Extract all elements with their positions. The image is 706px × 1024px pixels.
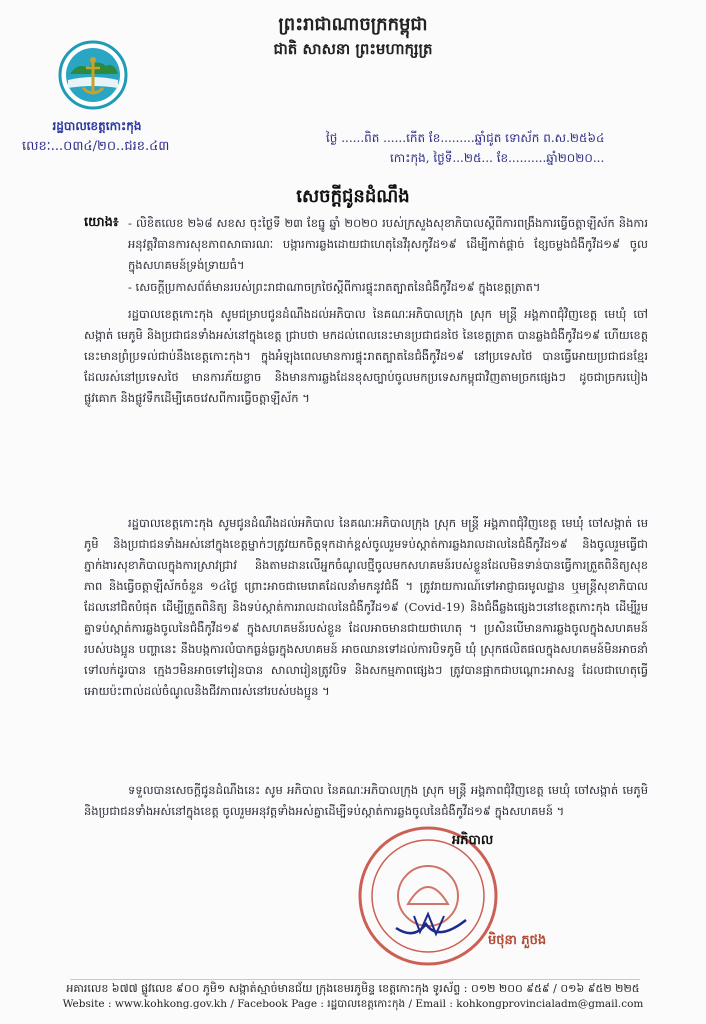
signer-name: មិថុនា ភួថង bbox=[488, 933, 547, 948]
issuing-authority: រដ្ឋបាលខេត្តកោះកុង bbox=[52, 119, 142, 133]
footer-contacts: Website : www.kohkong.gov.kh / Facebook Page : រដ្ឋបាលខេត្តកោះកុង / Email : kohkongprovincialadm@gmail.com bbox=[62, 998, 644, 1010]
kingdom-heading: ព្រះរាជាណាចក្រកម្ពុជា bbox=[278, 14, 428, 35]
reference-label: យោង៖ bbox=[84, 215, 119, 230]
reference-item: - លិខិតលេខ ២៦៨ សខស ចុះថ្ងៃទី ២៣ ខែធ្នូ ឆ្នាំ ២០២០ របស់ក្រសួងសុខាភិបាលស្តីពីការពង្រឹងការធ្វើចត្តាឡីស័ក និងការអនុវត្តវិធានការសុខភាពសាធារណៈ បង្ការការឆ្លងដោយជាហេតុនៃវីរុសកូវីដ១៩ ដើម្បីកាត់ផ្តាច់ ខ្សែចម្លងជំងឺកូវីដ១៩ ចូលក្នុងសហគមន៍ទ្រង់ទ្រាយធំ។ bbox=[128, 216, 648, 272]
signer-title: អភិបាល bbox=[452, 833, 494, 848]
reference-number: លេខៈ...០៣៤/២០..ជរខ.៤៣ bbox=[22, 139, 170, 154]
body-paragraph: រដ្ឋបាលខេត្តកោះកុង សូមជូនដំណឹងដល់អភិបាល នៃគណៈអភិបាលក្រុង ស្រុក មន្ត្រី អង្គភាពជុំវិញខេត្ត មេឃុំ ចៅសង្កាត់ មេភូមិ និងប្រជាជនទាំងអស់នៅក្នុងខេត្តម្នាក់ៗត្រូវយកចិត្តទុកដាក់ខ្ពស់ចូលរួមទប់ស្កាត់ការឆ្លងរាលដាលនៃជំងឺកូវីដ១៩ និងចូលរួមធ្វើជាភ្នាក់ងារសុខាភិបាលក្នុងការស្រាវជ្រាវ និងតាមដានលើអ្នកចំណូលថ្មីចូលមកសហគមន៍របស់ខ្លួនដែលមិនទាន់បានធ្វើការត្រួតពិនិត្យសុខភាព និងធ្វើចត្តាឡីស័កចំនួន ១៤ថ្ងៃ ព្រោះអាចជាមេរោគដែលនាំមកនូវជំងឺ ។ ត្រូវរាយការណ៍ទៅអាជ្ញាធរមូលដ្ឋាន ឬមន្ត្រីសុខាភិបាលដែលនៅជិតបំផុត ដើម្បីត្រួតពិនិត្យ និងទប់ស្កាត់ការរាលដាលនៃជំងឺកូវីដ១៩ (Covid-19) និងជំងឺឆ្លងផ្សេងៗនៅខេត្តកោះកុង ដើម្បីរួមគ្នាទប់ស្កាត់ការឆ្លងចូលនៃជំងឺកូវីដ១៩ ក្នុងសហគមន៍របស់ខ្លួន ដែលអាចមានជាយថាហេតុ ។ ប្រសិនបើមានការឆ្លងចូលក្នុងសហគមន៍របស់បងប្អូន បញ្ហានេះ នឹងបង្កការលំបាកធ្ងន់ធ្ងរក្នុងសហគមន៍ អាចឈានទៅដល់ការបិទភូមិ ឃុំ ស្រុកផលិតផលក្នុងសហគមន៍មិនអាចនាំទៅលក់ដូរបាន ក្មេងៗមិនអាចទៅរៀនបាន សាលារៀនត្រូវបិទ និងសកម្មភាពផ្សេងៗ ត្រូវបានផ្អាកជាបណ្តោះអាសន្ន ដែលជាហេតុធ្វើអោយប៉ះពាល់ដល់ចំណូលនិងជីវភាពរស់នៅរបស់បងប្អូន ។ bbox=[84, 516, 648, 698]
body-paragraph: រដ្ឋបាលខេត្តកោះកុង សូមជម្រាបជូនដំណឹងដល់អភិបាល នៃគណៈអភិបាលក្រុង ស្រុក មន្ត្រី អង្គភាពជុំវិញខេត្ត មេឃុំ ចៅសង្កាត់ មេភូមិ និងប្រជាជនទាំងអស់នៅក្នុងខេត្ត ជ្រាបថា មកដល់ពេលនេះមានប្រជាជនថៃ នៃខេត្តត្រាត បានឆ្លងជំងឺកូវីដ១៩ ហើយខេត្តនេះមានព្រំប្រទល់ជាប់នឹងខេត្តកោះកុង។ ក្នុងអំឡុងពេលមានការផ្ទុះរាតត្បាតនៃជំងឺកូវីដ១៩ នៅប្រទេសថៃ បានធ្វើអោយប្រជាជនខ្មែរដែលរស់នៅប្រទេសថៃ មានការភ័យខ្លាច និងមានការឆ្លងដែនខុសច្បាប់ចូលមកប្រទេសកម្ពុជាវិញតាមច្រកផ្សេងៗ ដូចជាច្រករបៀងផ្លូវគោក និងផ្លូវទឹកដើម្បីគេចវេសពីការធ្វើចត្តាឡីស័ក ។ bbox=[84, 307, 648, 405]
document-title: សេចក្តីជូនដំណឹង bbox=[296, 186, 410, 207]
footer-address: អគារលេខ ៦៧៧ ផ្លូវលេខ ៩០០ ភូមិ១ សង្កាត់ស្មាច់មានជ័យ ក្រុងខេមរភូមិន្ទ ខេត្តកោះកុង ទូរស័ព្ទ : ០១២ ២០០ ៩៥៩ / ០១៦ ៩៥២ ២២៥ bbox=[66, 982, 640, 995]
reference-item: - សេចក្តីប្រកាសព័ត៌មានរបស់ព្រះរាជាណាចក្រថៃស្តីពីការផ្ទុះរាតត្បាតនៃជំងឺកូវីដ១៩ ក្នុងខេត្តត្រាត។ bbox=[128, 280, 541, 294]
provincial-emblem-icon bbox=[58, 40, 128, 110]
footer-divider bbox=[70, 979, 640, 980]
solar-date: កោះកុង, ថ្ងៃទី...២៥... ខែ..........ឆ្នាំ២០២០... bbox=[390, 151, 605, 165]
lunar-date: ថ្ងៃ ......ពិត ......កើត ខែ.........ឆ្នាំជូត ទោស័ក ព.ស.២៥៦៤ bbox=[326, 131, 605, 145]
national-motto: ជាតិ សាសនា ព្រះមហាក្សត្រ bbox=[273, 40, 433, 58]
body-paragraph: ទទួលបានសេចក្តីជូនដំណឹងនេះ សូម អភិបាល នៃគណៈអភិបាលក្រុង ស្រុក មន្ត្រី អង្គភាពជុំវិញខេត្ត មេឃុំ ចៅសង្កាត់ មេភូមិ និងប្រជាជនទាំងអស់នៅក្នុងខេត្ត ចូលរួមអនុវត្តទាំងអស់គ្នាដើម្បីទប់ស្កាត់ការឆ្លងចូលនៃជំងឺកូវីដ១៩ ក្នុងសហគមន៍ ។ bbox=[84, 783, 648, 818]
